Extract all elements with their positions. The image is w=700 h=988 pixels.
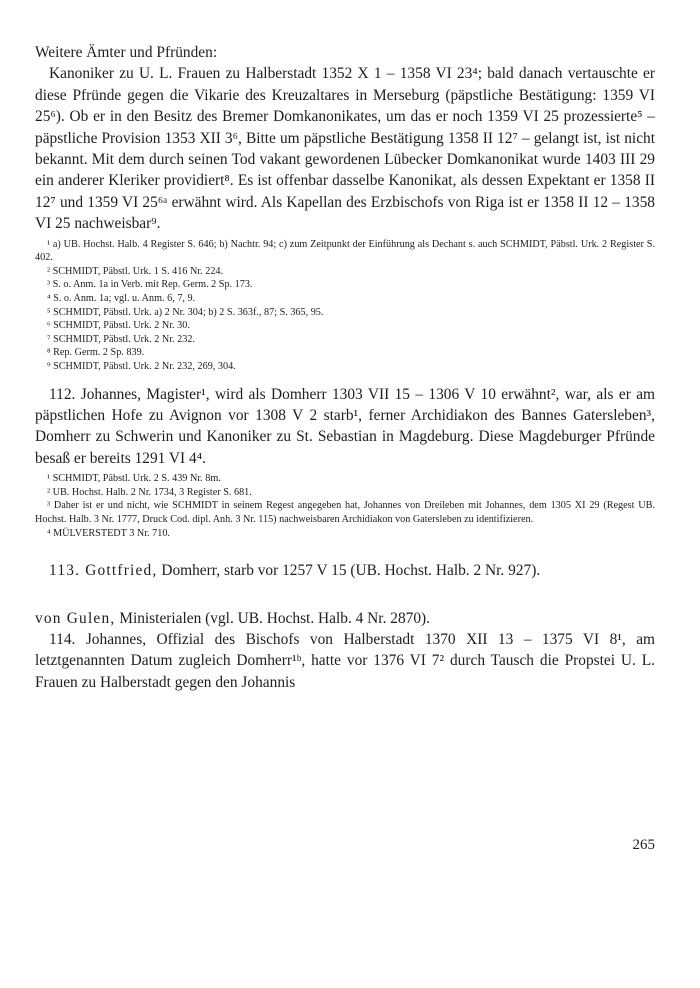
paragraph-offices: Kanoniker zu U. L. Frauen zu Halberstadt 1352 X 1 – 1358 VI 23⁴; bald danach vertauschte er diese Pfründe gegen die Vikarie des Kreuzaltares in Merseburg (päpstliche Bestätigung: 1359 VI 25⁶). Ob er in den Besitz des Bremer Domkanonikates, um das er noch 1359 VI 25 prozessierte⁵ – päpstliche Provision 1353 XII 3⁶, Bitte um päpstliche Bestätigung 1358 II 12⁷ – gelangt ist, ist nicht bekannt. Mit dem durch seinen Tod vakant gewordenen Lübecker Domkanonikat wurde 1403 III 29 ein anderer Kleriker providiert⁸. Es ist offenbar dasselbe Kanonikat, als dessen Expektant er 1358 II 12⁷ und 1359 VI 25⁶ᵃ erwähnt wird. Als Kapellan des Erzbischofs von Riga ist er 1358 II 12 – 1358 VI 25 nachweisbar⁹. — [35, 65, 655, 233]
footnote: ⁵ SCHMIDT, Päbstl. Urk. a) 2 Nr. 304; b) 2 S. 363f., 87; S. 365, 95. — [47, 306, 324, 318]
spacer — [35, 540, 655, 560]
footnote: ¹ a) UB. Hochst. Halb. 4 Register S. 646; b) Nachtr. 94; c) zum Zeitpunkt der Einführung als Dechant s. auch SCHMIDT, Päbstl. Urk. 2 Register S. 402. — [35, 238, 655, 264]
footnote: ⁹ SCHMIDT, Päbstl. Urk. 2 Nr. 232, 269, 304. — [47, 361, 236, 372]
entry-113 — [35, 560, 655, 581]
entry-113-text: Domherr, starb vor 1257 V 15 (UB. Hochst. Halb. 2 Nr. 927). — [157, 562, 541, 580]
text-block — [35, 42, 655, 693]
footnote: ⁴ S. o. Anm. 1a; vgl. u. Anm. 6, 7, 9. — [47, 293, 196, 305]
family-name: von Gulen, — [35, 609, 116, 627]
section-heading: Weitere Ämter und Pfründen: — [35, 44, 218, 61]
footnote: ³ S. o. Anm. 1a in Verb. mit Rep. Germ. 2 Sp. 173. — [47, 279, 253, 291]
family-heading — [35, 608, 655, 629]
spacer — [35, 374, 655, 384]
entry-112: 112. Johannes, Magister¹, wird als Domherr 1303 VII 15 – 1306 V 10 erwähnt², war, als er am päpstlichen Hofe zu Avignon vor 1308 V 2 starb¹, ferner Archidiakon des Bannes Gatersleben³, Domherr zu Schwerin und Kanoniker zu St. Sebastian in Magdeburg. Diese Magdeburger Pfründe besaß er bereits 1291 VI 4⁴. — [35, 385, 655, 467]
footnote: ² SCHMIDT, Päbstl. Urk. 1 S. 416 Nr. 224. — [47, 265, 224, 277]
family-text: Ministerialen (vgl. UB. Hochst. Halb. 4 Nr. 2870). — [115, 609, 431, 627]
entry-114: 114. Johannes, Offizial des Bischofs von Halberstadt 1370 XII 13 – 1375 VI 8¹, am letztgenannten Datum zugleich Domherr¹ᵇ, hatte vor 1376 VI 7² durch Tausch die Propstei U. L. Frauen zu Halberstadt gegen den Johannis — [35, 631, 655, 691]
footnote: ⁸ Rep. Germ. 2 Sp. 839. — [47, 347, 145, 359]
footnote: ⁷ SCHMIDT, Päbstl. Urk. 2 Nr. 232. — [47, 333, 195, 345]
page-number: 265 — [632, 837, 655, 853]
spacer — [35, 582, 655, 608]
footnote: ⁶ SCHMIDT, Päbstl. Urk. 2 Nr. 30. — [47, 320, 190, 332]
entry-113-name: 113. Gottfried, — [49, 562, 158, 580]
footnote: ² UB. Hochst. Halb. 2 Nr. 1734, 3 Register S. 681. — [47, 486, 252, 498]
footnote: ³ Daher ist er und nicht, wie SCHMIDT in seinem Regest angegeben hat, Johannes von Dreileben mit Johannes, dem 1305 XI 29 (Regest UB. Hochst. Halb. 3 Nr. 1777, Druck Cod. dipl. Anh. 3 Nr. 115) nachweisbaren Archidiakon von Gatersleben zu identifizieren. — [35, 500, 655, 525]
footnote: ¹ SCHMIDT, Päbstl. Urk. 2 S. 439 Nr. 8m. — [47, 473, 221, 485]
footnote: ⁴ MÜLVERSTEDT 3 Nr. 710. — [47, 527, 170, 539]
